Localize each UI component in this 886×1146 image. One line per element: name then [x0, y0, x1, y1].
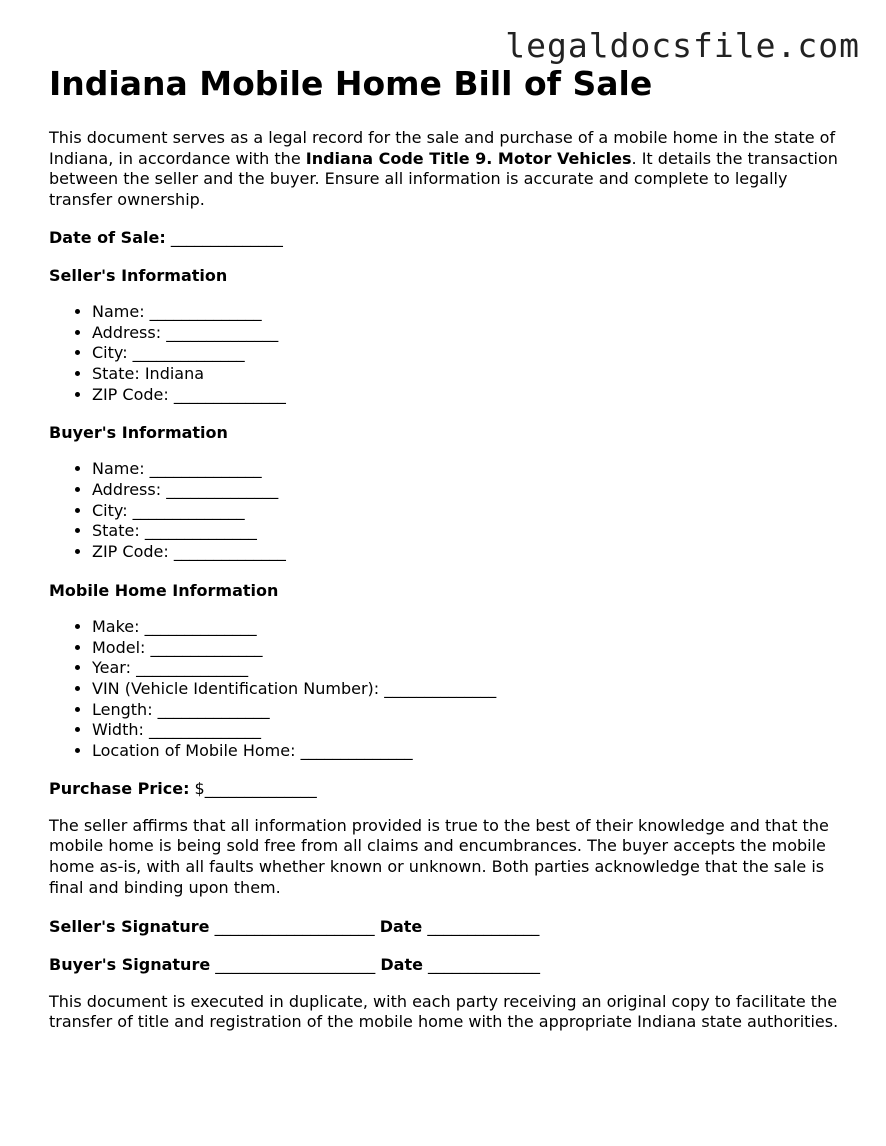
list-item: • City: ______________ — [92, 501, 849, 522]
seller-date-label: Date — [379, 916, 423, 936]
seller-date-blank: ______________ — [422, 916, 540, 936]
list-item: • Location of Mobile Home: ______________ — [92, 741, 849, 762]
list-item: • Name: ______________ — [92, 459, 849, 480]
buyer-section-heading: Buyer's Information — [49, 423, 228, 443]
buyer-signature-line — [49, 954, 849, 975]
document-title: Indiana Mobile Home Bill of Sale — [49, 64, 653, 103]
intro-text-before: This document serves as a legal record for the sale and purchase of a mobile home in the state of Indiana, in accordance with the — [49, 128, 836, 168]
mobile-home-info-list — [49, 617, 849, 762]
seller-signature-line — [49, 916, 849, 937]
list-item: • Address: ______________ — [92, 323, 849, 344]
document-body — [49, 62, 849, 1033]
list-item: • Year: ______________ — [92, 658, 849, 679]
list-item: • Length: ______________ — [92, 700, 849, 721]
buyer-info-list — [49, 459, 849, 563]
list-item: • City: ______________ — [92, 343, 849, 364]
intro-paragraph — [49, 128, 849, 211]
closing-paragraph: This document is executed in duplicate, with each party receiving an original copy to facilitate the transfer of title and registration of the mobile home with the appropriate Indiana state authorities. — [49, 991, 839, 1032]
purchase-price-label: Purchase Price: — [49, 778, 190, 798]
date-of-sale-label: Date of Sale: — [49, 227, 166, 247]
list-item: • Width: ______________ — [92, 720, 849, 741]
list-item: • ZIP Code: ______________ — [92, 385, 849, 406]
buyer-signature-blank: ____________________ — [210, 954, 381, 974]
seller-section-heading: Seller's Information — [49, 265, 228, 285]
buyer-date-blank: ______________ — [422, 954, 541, 974]
buyer-date-label: Date — [380, 954, 423, 974]
intro-code-reference: Indiana Code Title 9. Motor Vehicles — [305, 148, 632, 168]
list-item: • Model: ______________ — [92, 638, 849, 659]
date-of-sale-field — [49, 227, 849, 248]
mobile-home-section-heading: Mobile Home Information — [49, 580, 279, 600]
list-item: • ZIP Code: ______________ — [92, 542, 849, 563]
list-item: • Name: ______________ — [92, 302, 849, 323]
purchase-price-blank: $______________ — [189, 778, 317, 798]
seller-info-list — [49, 302, 849, 406]
site-watermark: legaldocsfile.com — [505, 26, 860, 65]
affirmation-paragraph: The seller affirms that all information provided is true to the best of their knowledge and that the mobile home is being sold free from all claims and encumbrances. The buyer accepts the mobile home as-is, with all faults whether known or unknown. Both parties acknowledge that the sale is final and binding upon them. — [49, 815, 829, 897]
date-of-sale-blank: ______________ — [165, 227, 283, 247]
list-item: • VIN (Vehicle Identification Number): ______________ — [92, 679, 849, 700]
buyer-signature-label: Buyer's Signature — [49, 954, 211, 974]
list-item: • State: Indiana — [92, 364, 849, 385]
list-item: • Make: ______________ — [92, 617, 849, 638]
seller-signature-label: Seller's Signature — [49, 916, 210, 936]
list-item: • Address: ______________ — [92, 480, 849, 501]
seller-signature-blank: ____________________ — [209, 916, 380, 936]
list-item: • State: ______________ — [92, 521, 849, 542]
intro-text-after: . It details the transaction between the seller and the buyer. Ensure all information is accurate and complete to legally transfer ownership. — [49, 148, 838, 210]
purchase-price-field — [49, 778, 849, 799]
